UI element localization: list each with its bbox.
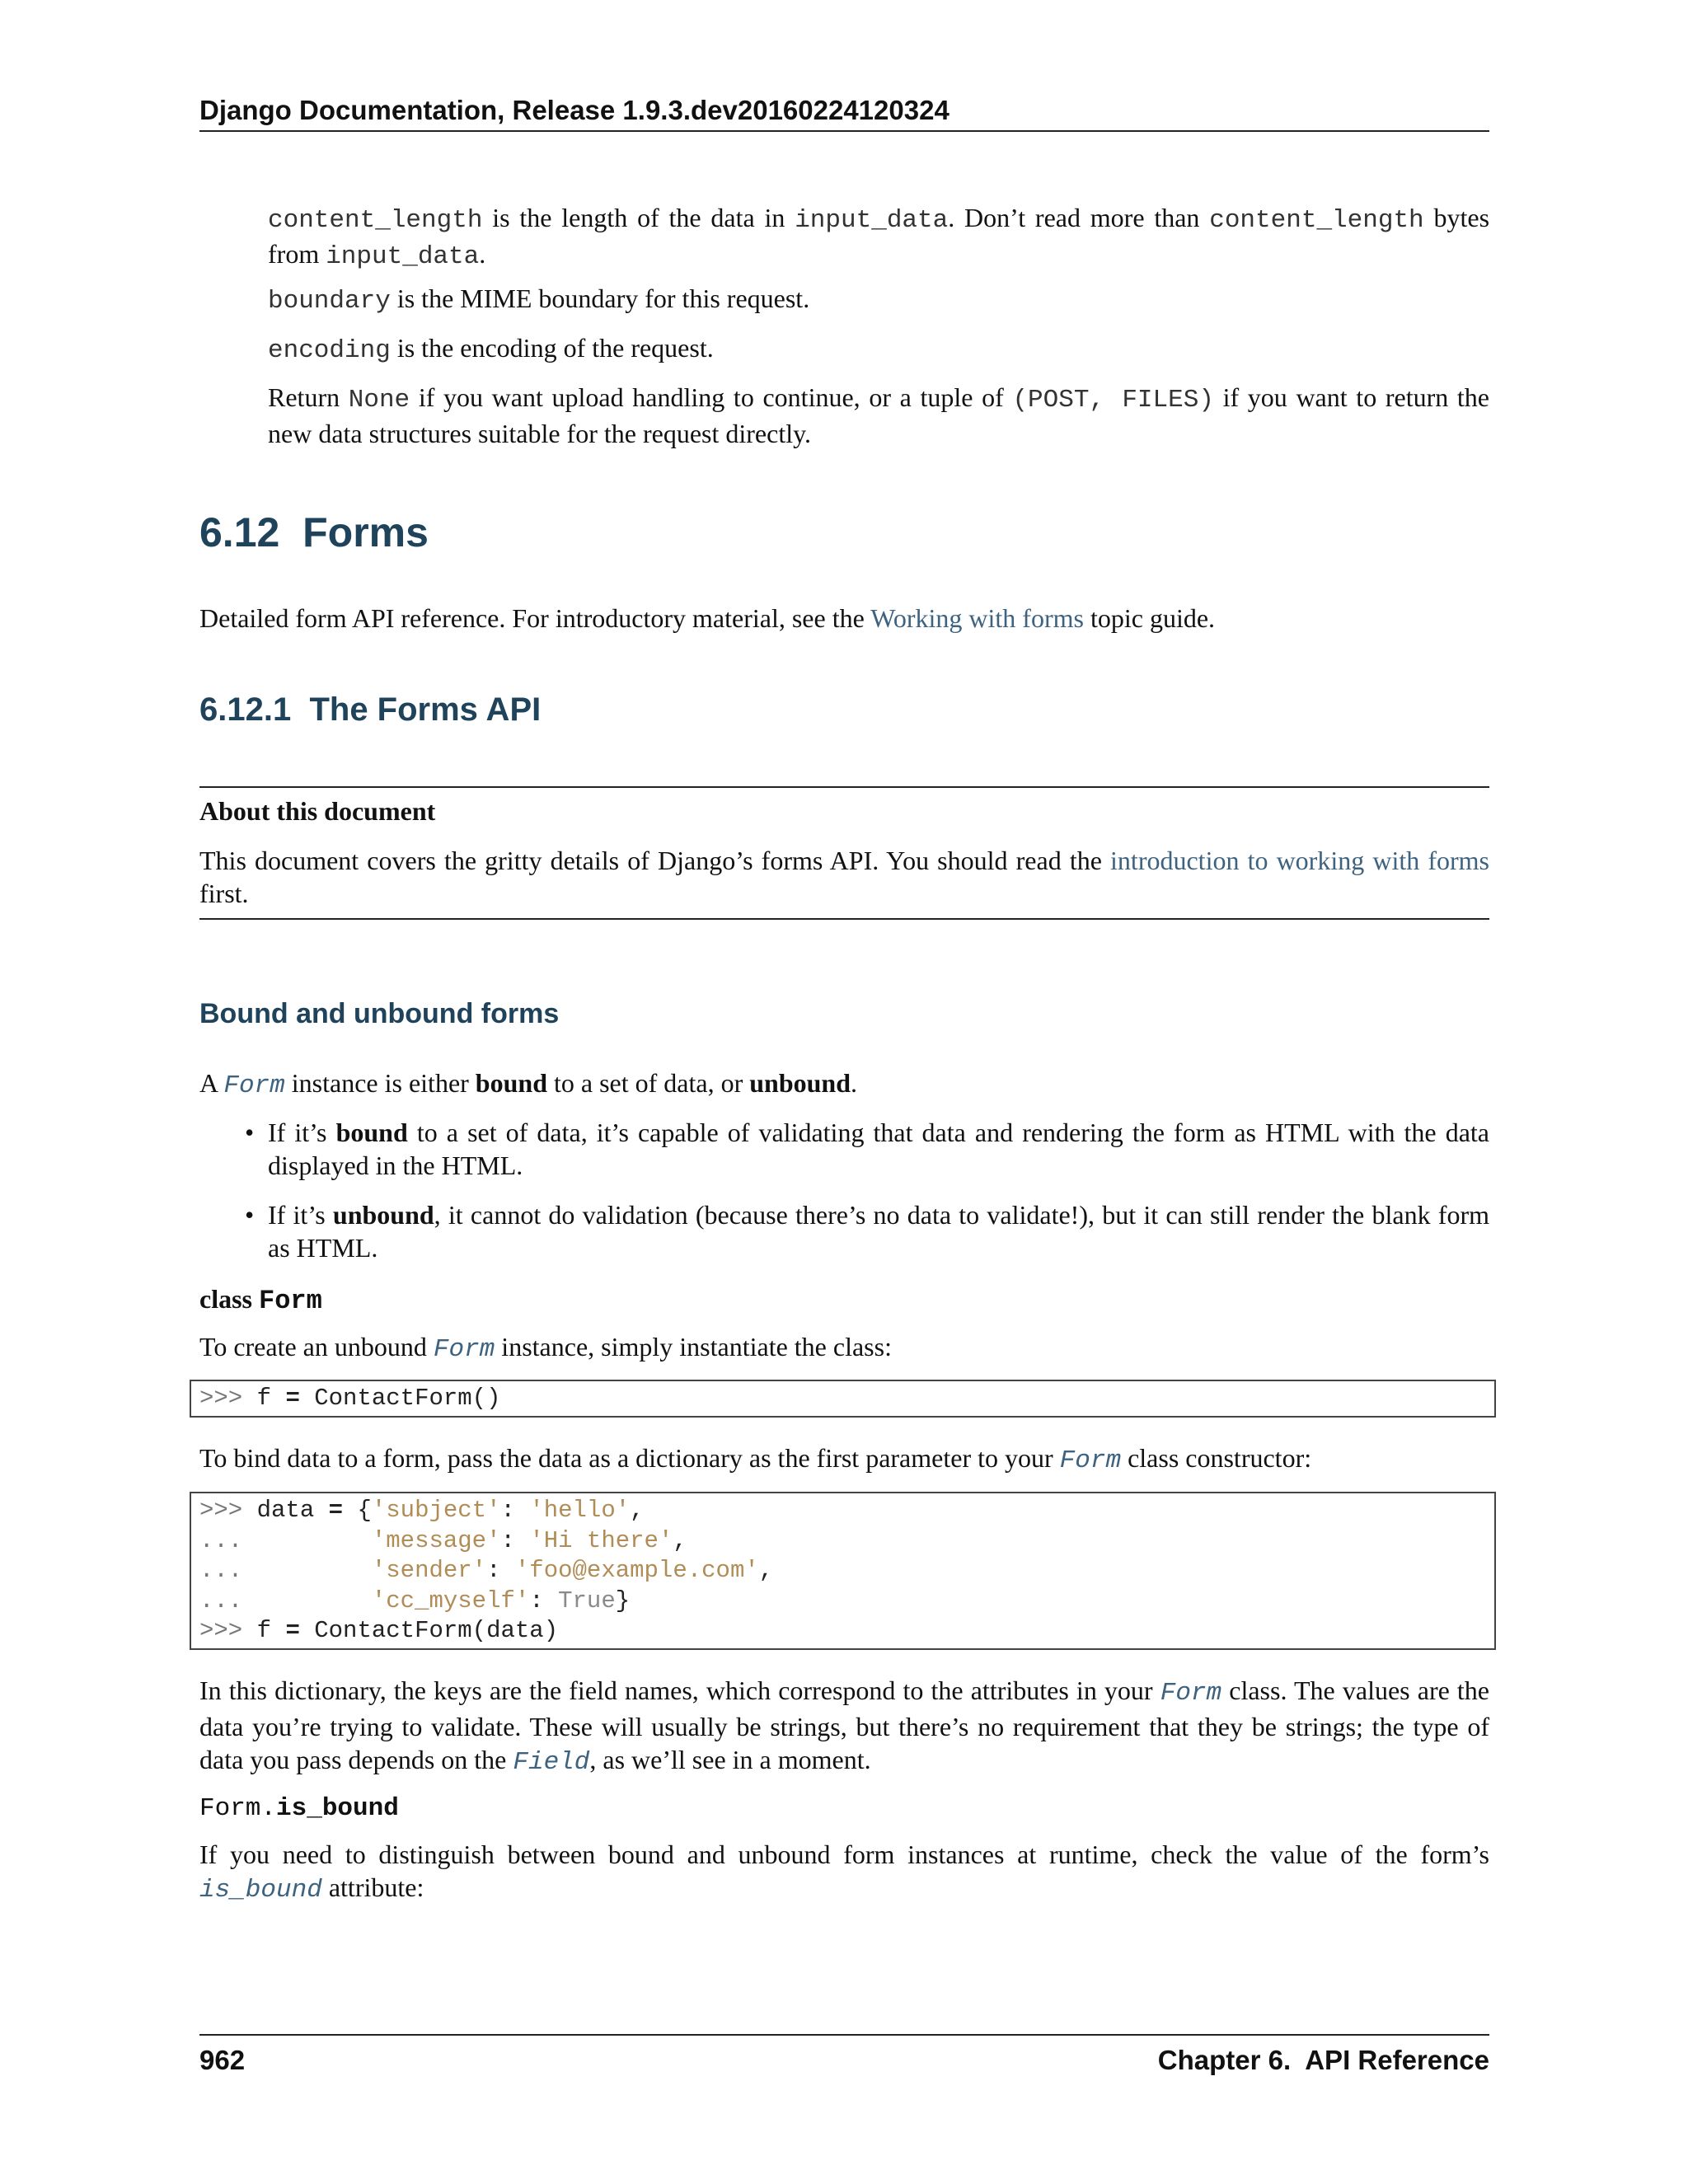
code-prompt: ... <box>199 1526 243 1554</box>
topic-body <box>199 844 1489 910</box>
list-item <box>199 1198 1489 1264</box>
section-description <box>199 602 1489 635</box>
code-prompt: ... <box>199 1586 243 1615</box>
text: topic guide. <box>1083 603 1216 633</box>
is-bound-paragraph <box>199 1838 1489 1907</box>
inline-code: None <box>348 386 410 415</box>
text: class constructor: <box>1121 1443 1312 1473</box>
class-signature <box>199 1282 322 1318</box>
intro-paragraph-return <box>268 381 1489 450</box>
intro-paragraph-encoding <box>268 331 1489 368</box>
text: To create an unbound <box>199 1332 434 1361</box>
dictionary-paragraph <box>199 1674 1489 1779</box>
form-class-link[interactable]: Form <box>1059 1446 1122 1475</box>
attribute-prefix: Form. <box>199 1794 277 1823</box>
text: Return <box>268 382 349 412</box>
code-text: , <box>673 1526 687 1554</box>
inline-code: input_data <box>795 206 949 235</box>
text: . Don’t read more than <box>948 203 1210 232</box>
bullet-icon: • <box>245 1118 255 1147</box>
form-class-link[interactable]: Form <box>433 1335 495 1364</box>
code-text: { <box>343 1497 372 1524</box>
bullet-list <box>199 1116 1489 1281</box>
attribute-name: is_bound <box>276 1794 399 1823</box>
text: instance is either <box>284 1068 476 1098</box>
text: is the length of the data in <box>482 203 795 232</box>
code-prompt: ... <box>199 1557 243 1584</box>
inline-code: encoding <box>268 336 391 365</box>
code-text: f <box>242 1385 286 1412</box>
chapter-title: Chapter 6. API Reference <box>1157 2045 1489 2075</box>
text: to a set of data, it’s capable of validating that data and rendering the form as HTML with the data displayed in the HTML. <box>268 1118 1490 1180</box>
text: A <box>199 1068 224 1098</box>
code-text: f <box>242 1617 286 1644</box>
code-string: 'cc_myself' <box>371 1586 530 1615</box>
is-bound-link[interactable]: is_bound <box>199 1876 322 1905</box>
inline-code: content_length <box>268 206 483 235</box>
bold-text: bound <box>475 1068 547 1098</box>
subsection-title: The Forms API <box>309 691 542 728</box>
topic-title: About this document <box>199 796 436 826</box>
subsection-heading <box>199 689 541 730</box>
intro-working-with-forms-link[interactable]: introduction to working with forms <box>1110 846 1490 875</box>
code-text: ContactForm() <box>299 1385 501 1412</box>
text: In this dictionary, the keys are the field names, which correspond to the attributes in your <box>199 1675 1160 1705</box>
code-string: 'Hi there' <box>529 1526 673 1554</box>
create-unbound-paragraph <box>199 1330 1489 1366</box>
text: is the MIME boundary for this request. <box>390 284 810 313</box>
code-string: 'message' <box>371 1526 501 1554</box>
code-block-instantiate <box>190 1380 1496 1418</box>
field-class-link[interactable]: Field <box>513 1748 590 1777</box>
text: , it cannot do validation (because there’s no data to validate!), but it can still render the blank form as HTML. <box>268 1200 1489 1263</box>
attribute-signature <box>199 1789 399 1825</box>
subsection-number: 6.12.1 <box>199 691 292 728</box>
text: attribute: <box>321 1872 424 1902</box>
code-block-bind-data <box>190 1492 1496 1650</box>
bold-text: unbound <box>332 1200 434 1230</box>
bullet-icon: • <box>245 1200 255 1230</box>
bold-text: unbound <box>749 1068 851 1098</box>
code-operator: = <box>285 1617 300 1644</box>
code-keyword: True <box>558 1586 616 1615</box>
code-prompt: >>> <box>199 1385 243 1412</box>
text: This document covers the gritty details of Django’s forms API. You should read the <box>199 846 1111 875</box>
code-prompt: >>> <box>199 1497 243 1524</box>
bind-data-paragraph <box>199 1441 1489 1478</box>
code-prompt: >>> <box>199 1617 243 1644</box>
text: . <box>851 1068 858 1098</box>
list-item <box>199 1116 1489 1182</box>
form-class-link[interactable]: Form <box>1160 1679 1222 1708</box>
text: instance, simply instantiate the class: <box>495 1332 892 1361</box>
inline-code: boundary <box>268 287 391 316</box>
code-text <box>242 1527 372 1554</box>
text: Detailed form API reference. For introductory material, see the <box>199 603 871 633</box>
section-number: 6.12 <box>199 509 280 555</box>
text: If it’s <box>268 1118 336 1147</box>
code-text <box>242 1557 372 1584</box>
running-footer <box>199 2034 1489 2079</box>
code-string: 'sender' <box>371 1557 487 1584</box>
text: class. The values are the data you’re trying to validate. These will usually be strings, but there’s no requirement that they be strings; the type of data you pass depends on the <box>199 1675 1490 1774</box>
text: . <box>479 239 486 269</box>
text: is the encoding of the request. <box>390 333 714 363</box>
code-text: , <box>758 1557 774 1584</box>
code-text: ContactForm(data) <box>299 1617 559 1644</box>
text: if you want to return the new data structures suitable for the request directly. <box>268 382 1490 448</box>
inline-code: (POST, FILES) <box>1012 386 1214 415</box>
code-string: 'hello' <box>529 1497 631 1524</box>
page-number: 962 <box>199 2045 246 2075</box>
intro-paragraph-boundary <box>268 282 1489 318</box>
code-text: } <box>615 1586 631 1615</box>
code-string: 'foo@example.com' <box>514 1557 759 1584</box>
inline-code: input_data <box>326 242 480 271</box>
code-text: : <box>500 1526 530 1554</box>
text: If you need to distinguish between bound and unbound form instances at runtime, check the value of the form’s <box>199 1840 1489 1869</box>
text: bytes from <box>268 203 1490 269</box>
code-text: : <box>500 1497 530 1524</box>
form-class-link[interactable]: Form <box>223 1071 285 1100</box>
code-text <box>242 1587 372 1615</box>
code-operator: = <box>285 1385 300 1412</box>
inline-code: content_length <box>1209 206 1424 235</box>
section-title: Forms <box>302 509 429 555</box>
class-keyword: class <box>199 1284 259 1314</box>
text: if you want upload handling to continue, or a tuple of <box>410 382 1013 412</box>
code-text: data <box>242 1497 329 1524</box>
text: To bind data to a form, pass the data as a dictionary as the first parameter to your <box>199 1443 1060 1473</box>
code-string: 'subject' <box>371 1497 501 1524</box>
code-text: : <box>486 1557 515 1584</box>
intro-paragraph-content-length <box>268 201 1489 274</box>
bold-text: bound <box>335 1118 408 1147</box>
code-text: : <box>529 1586 559 1615</box>
topic-box <box>199 786 1489 920</box>
text: If it’s <box>268 1200 333 1230</box>
code-text: , <box>630 1497 645 1524</box>
bound-intro-paragraph <box>199 1066 1489 1103</box>
running-header <box>199 92 1489 132</box>
text: to a set of data, or <box>546 1068 750 1098</box>
working-with-forms-link[interactable]: Working with forms <box>870 603 1084 633</box>
section-heading <box>199 508 429 557</box>
bound-unbound-heading: Bound and unbound forms <box>199 998 560 1029</box>
class-name: Form <box>259 1286 322 1316</box>
text: first. <box>199 879 249 908</box>
text: , as we’ll see in a moment. <box>589 1745 871 1774</box>
code-operator: = <box>328 1497 344 1524</box>
header-title: Django Documentation, Release 1.9.3.dev20160224120324 <box>199 95 950 125</box>
